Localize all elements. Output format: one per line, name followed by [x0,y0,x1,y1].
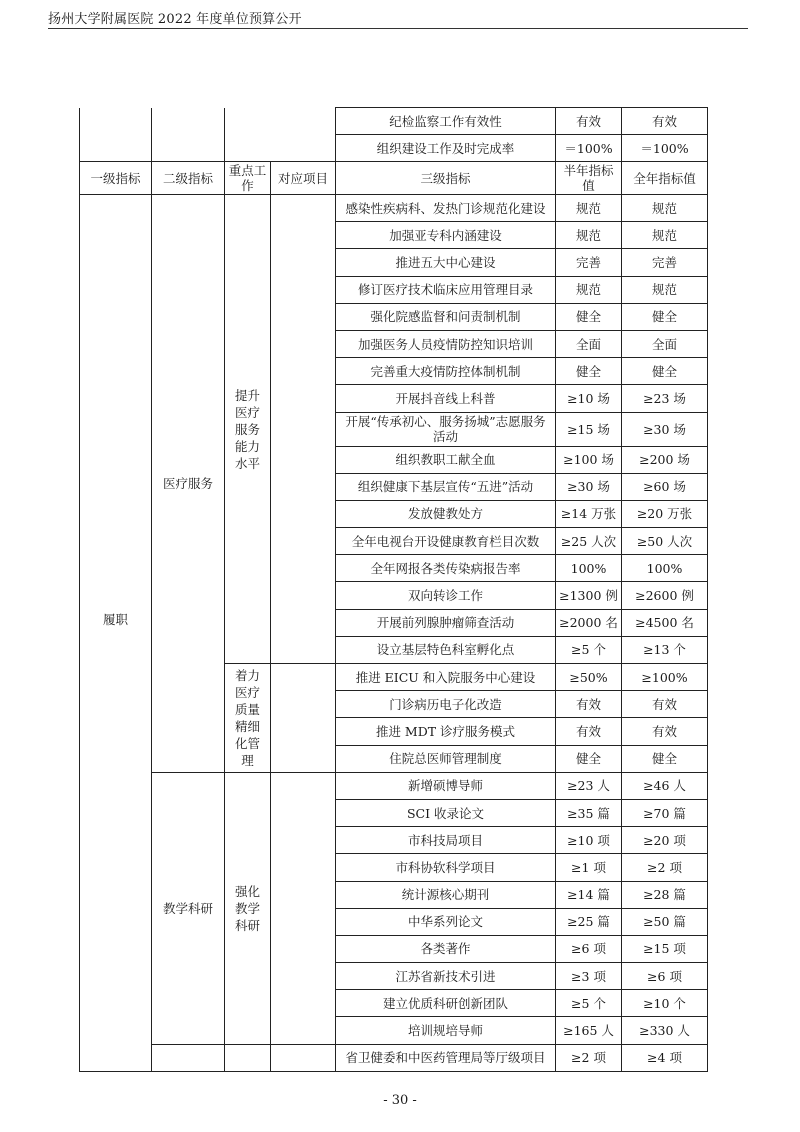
half-year-value: 规范 [556,195,622,222]
indicator-cell: 新增硕博导师 [336,772,556,799]
full-year-value: ≥6 项 [622,963,708,990]
full-year-value: ≥20 项 [622,827,708,854]
indicator-cell: 修订医疗技术临床应用管理目录 [336,276,556,303]
full-year-value: ≥30 场 [622,412,708,446]
indicator-cell: 发放健教处方 [336,500,556,527]
project-cell [271,772,336,1044]
full-year-value: ≥50 篇 [622,908,708,935]
indicator-cell: 组织教职工献全血 [336,446,556,473]
indicator-cell: 推进五大中心建设 [336,249,556,276]
work-cell-top [225,108,336,162]
indicator-cell: 省卫健委和中医药管理局等厅级项目 [336,1044,556,1071]
header-level2: 二级指标 [152,162,225,195]
level1-cell-top [80,108,152,162]
half-year-value: ≥35 篇 [556,799,622,826]
half-year-value: ≥50% [556,664,622,691]
indicator-cell: 开展前列腺肿瘤筛查活动 [336,609,556,636]
page-number: - 30 - [383,1093,417,1108]
indicator-cell: SCI 收录论文 [336,799,556,826]
full-year-value: ≥13 个 [622,636,708,663]
half-year-value: 规范 [556,276,622,303]
indicator-cell: 组织建设工作及时完成率 [336,135,556,162]
key-work-cell: 提升医疗服务能力水平 [225,195,271,664]
half-year-value: 全面 [556,330,622,357]
half-year-value: ≥2000 名 [556,609,622,636]
full-year-value: ≥10 个 [622,990,708,1017]
page-header-title: 扬州大学附属医院 2022 年度单位预算公开 [48,12,302,27]
indicator-cell: 感染性疾病科、发热门诊规范化建设 [336,195,556,222]
half-year-value: ≥5 个 [556,990,622,1017]
indicator-cell: 设立基层特色科室孵化点 [336,636,556,663]
full-year-value: ≥200 场 [622,446,708,473]
full-year-value: 全面 [622,330,708,357]
half-year-value: ≥23 人 [556,772,622,799]
header-full-year: 全年指标值 [622,162,708,195]
indicator-cell: 组织健康下基层宣传“五进”活动 [336,473,556,500]
half-year-value: ≥14 篇 [556,881,622,908]
half-year-value: ≥10 项 [556,827,622,854]
header-key-work: 重点工作 [225,162,271,195]
full-year-value: ≥100% [622,664,708,691]
indicator-cell: 加强亚专科内涵建设 [336,222,556,249]
full-year-value: ≥28 篇 [622,881,708,908]
full-year-value: 有效 [622,108,708,135]
performance-indicator-table [79,107,708,1072]
table-header-row [80,162,708,195]
half-year-value: ≥14 万张 [556,500,622,527]
full-year-value: ≥23 场 [622,385,708,412]
half-year-value: ≥165 人 [556,1017,622,1044]
full-year-value: 有效 [622,691,708,718]
indicator-cell: 全年电视台开设健康教育栏目次数 [336,528,556,555]
header-level1: 一级指标 [80,162,152,195]
full-year-value: ＝100% [622,135,708,162]
half-year-value: ≥100 场 [556,446,622,473]
indicator-cell: 中华系列论文 [336,908,556,935]
full-year-value: 有效 [622,718,708,745]
full-year-value: 规范 [622,222,708,249]
level2-cell-teaching: 教学科研 [152,772,225,1044]
half-year-value: 健全 [556,303,622,330]
indicator-cell: 纪检监察工作有效性 [336,108,556,135]
half-year-value: ≥30 场 [556,473,622,500]
indicator-cell: 江苏省新技术引进 [336,963,556,990]
level2-cell-top [152,108,225,162]
half-year-value: ≥25 人次 [556,528,622,555]
full-year-value: ≥50 人次 [622,528,708,555]
full-year-value: ≥4500 名 [622,609,708,636]
indicator-cell: 市科协软科学项目 [336,854,556,881]
half-year-value: 有效 [556,691,622,718]
half-year-value: 100% [556,555,622,582]
indicator-cell: 加强医务人员疫情防控知识培训 [336,330,556,357]
half-year-value: ≥6 项 [556,935,622,962]
full-year-value: ≥20 万张 [622,500,708,527]
half-year-value: 完善 [556,249,622,276]
indicator-cell: 门诊病历电子化改造 [336,691,556,718]
project-cell-bottom [271,1044,336,1071]
table-row [80,108,708,135]
full-year-value: 完善 [622,249,708,276]
project-cell [271,664,336,773]
full-year-value: ≥15 项 [622,935,708,962]
indicator-cell: 双向转诊工作 [336,582,556,609]
indicator-cell: 开展“传承初心、服务扬城”志愿服务活动 [336,412,556,446]
full-year-value: 健全 [622,303,708,330]
header-level3: 三级指标 [336,162,556,195]
full-year-value: 100% [622,555,708,582]
full-year-value: 健全 [622,358,708,385]
header-project: 对应项目 [271,162,336,195]
key-work-cell: 着力医疗质量精细化管理 [225,664,271,773]
full-year-value: ≥2600 例 [622,582,708,609]
indicator-cell: 各类著作 [336,935,556,962]
full-year-value: 规范 [622,276,708,303]
full-year-value: ≥46 人 [622,772,708,799]
half-year-value: 有效 [556,108,622,135]
indicator-cell: 推进 MDT 诊疗服务模式 [336,718,556,745]
full-year-value: ≥4 项 [622,1044,708,1071]
indicator-cell: 推进 EICU 和入院服务中心建设 [336,664,556,691]
indicator-cell: 建立优质科研创新团队 [336,990,556,1017]
full-year-value: ≥330 人 [622,1017,708,1044]
level1-cell: 履职 [80,195,152,1045]
half-year-value: 健全 [556,358,622,385]
level2-cell-medical: 医疗服务 [152,195,225,773]
level2-cell-bottom [152,1044,225,1071]
full-year-value: ≥60 场 [622,473,708,500]
key-work-cell-bottom [225,1044,271,1071]
half-year-value: 健全 [556,745,622,772]
indicator-cell: 住院总医师管理制度 [336,745,556,772]
half-year-value: ≥10 场 [556,385,622,412]
half-year-value: ≥3 项 [556,963,622,990]
full-year-value: ≥2 项 [622,854,708,881]
full-year-value: 规范 [622,195,708,222]
indicator-cell: 开展抖音线上科普 [336,385,556,412]
key-work-cell: 强化教学科研 [225,772,271,1044]
header-divider [48,28,748,29]
table-row [80,772,708,799]
full-year-value: 健全 [622,745,708,772]
half-year-value: ≥1300 例 [556,582,622,609]
half-year-value: ＝100% [556,135,622,162]
half-year-value: ≥25 篇 [556,908,622,935]
table-row [80,1044,708,1071]
half-year-value: ≥1 项 [556,854,622,881]
half-year-value: ≥2 项 [556,1044,622,1071]
indicator-cell: 统计源核心期刊 [336,881,556,908]
header-half-year: 半年指标值 [556,162,622,195]
indicator-cell: 强化院感监督和问责制机制 [336,303,556,330]
indicator-cell: 培训规培导师 [336,1017,556,1044]
table-row [80,195,708,222]
half-year-value: ≥5 个 [556,636,622,663]
half-year-value: 有效 [556,718,622,745]
indicator-cell: 全年网报各类传染病报告率 [336,555,556,582]
project-cell [271,195,336,664]
indicator-cell: 市科技局项目 [336,827,556,854]
half-year-value: 规范 [556,222,622,249]
indicator-cell: 完善重大疫情防控体制机制 [336,358,556,385]
full-year-value: ≥70 篇 [622,799,708,826]
level1-cell-bottom [80,1044,152,1071]
half-year-value: ≥15 场 [556,412,622,446]
